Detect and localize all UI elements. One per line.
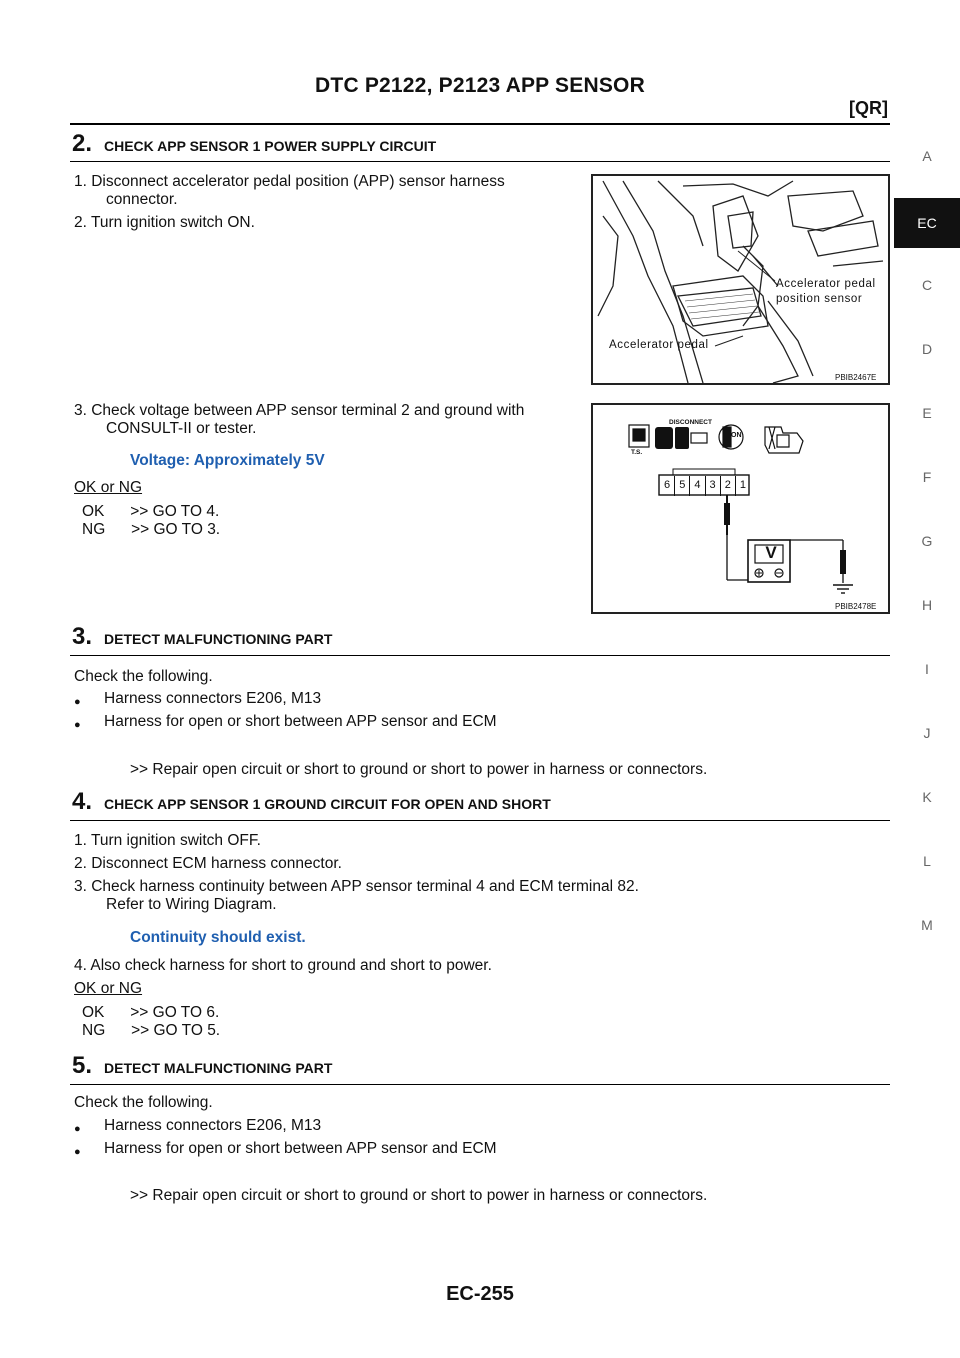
pin-3: 3 <box>706 476 721 496</box>
on-label: ON <box>731 432 742 439</box>
step2-item1-cont: connector. <box>106 191 178 208</box>
step-number: 4. <box>72 788 93 815</box>
step-number: 3. <box>72 623 93 650</box>
tab-f[interactable]: F <box>922 469 932 485</box>
meter-label: V <box>765 543 777 562</box>
step4-item4: 4. Also check harness for short to ground and short to power. <box>74 957 492 974</box>
step2-heading <box>70 130 890 164</box>
page-number: EC-255 <box>446 1283 514 1305</box>
side-tabs <box>894 0 960 960</box>
step3-intro: Check the following. <box>74 668 213 685</box>
step4-spec: Continuity should exist. <box>130 929 306 946</box>
tab-e[interactable]: E <box>922 405 932 421</box>
tab-l[interactable]: L <box>923 853 931 869</box>
tab-k[interactable]: K <box>922 789 932 805</box>
tab-h[interactable]: H <box>921 597 933 613</box>
step-rule <box>70 820 890 821</box>
step2-item2: 2. Turn ignition switch ON. <box>74 214 255 231</box>
step2-ng: NG >> GO TO 3. <box>82 521 221 538</box>
label-app-sensor-2: position sensor <box>776 293 863 305</box>
connector-pins <box>660 476 750 496</box>
figure-code: PBIB2467E <box>835 373 877 382</box>
step2-item1: 1. Disconnect accelerator pedal position (APP) sensor harness <box>74 173 505 190</box>
step-number: 2. <box>72 130 93 157</box>
step3-repair: >> Repair open circuit or short to ground or short to power in harness or connectors. <box>130 761 708 778</box>
page-subtitle: [QR] <box>849 98 888 118</box>
step-title: CHECK APP SENSOR 1 POWER SUPPLY CIRCUIT <box>104 138 437 154</box>
ts-label: T.S. <box>631 449 643 456</box>
step-title: DETECT MALFUNCTIONING PART <box>104 1060 333 1076</box>
step-title: DETECT MALFUNCTIONING PART <box>104 631 333 647</box>
step4-heading <box>70 788 890 822</box>
step5-repair: >> Repair open circuit or short to ground or short to power in harness or connectors. <box>130 1187 708 1204</box>
tab-g[interactable]: G <box>921 533 933 549</box>
step-rule <box>70 1084 890 1085</box>
step4-item1: 1. Turn ignition switch OFF. <box>74 832 261 849</box>
step3-bullet1: ● Harness connectors E206, M13 <box>104 690 321 708</box>
step2-item3-cont: CONSULT-II or tester. <box>106 420 257 437</box>
step4-item3: 3. Check harness continuity between APP sensor terminal 4 and ECM terminal 82. <box>74 878 639 895</box>
step3-bullet2: ● Harness for open or short between APP sensor and ECM <box>104 713 497 731</box>
pin-1: 1 <box>739 479 746 491</box>
pin-2: 2 <box>721 476 736 496</box>
step4-ok: OK >> GO TO 6. <box>82 1004 220 1021</box>
tab-j[interactable]: J <box>923 725 931 741</box>
step2-ok: OK >> GO TO 4. <box>82 503 220 520</box>
tab-ec[interactable]: EC <box>894 198 960 248</box>
disconnect-label: DISCONNECT <box>669 419 712 426</box>
label-accelerator-pedal: Accelerator pedal <box>609 339 709 351</box>
pin-5: 5 <box>675 476 690 496</box>
step4-ng: NG >> GO TO 5. <box>82 1022 221 1039</box>
voltage-figure <box>591 403 890 614</box>
step3-heading <box>70 623 890 657</box>
pin-6: 6 <box>660 476 675 496</box>
label-app-sensor: Accelerator pedal <box>776 278 876 290</box>
pin-4: 4 <box>690 476 705 496</box>
step-rule <box>70 655 890 656</box>
tab-m[interactable]: M <box>921 917 933 933</box>
tab-a[interactable]: A <box>922 148 932 164</box>
page-title: DTC P2122, P2123 APP SENSOR <box>315 74 645 97</box>
step5-intro: Check the following. <box>74 1094 213 1111</box>
step-number: 5. <box>72 1052 93 1079</box>
step2-item3: 3. Check voltage between APP sensor terminal 2 and ground with <box>74 402 525 419</box>
tab-c[interactable]: C <box>921 277 933 293</box>
tab-d[interactable]: D <box>921 341 933 357</box>
step2-ok-ng: OK or NG <box>74 479 143 496</box>
step-title: CHECK APP SENSOR 1 GROUND CIRCUIT FOR OPEN AND SHORT <box>104 796 551 812</box>
tab-i[interactable]: I <box>925 661 929 677</box>
step5-bullet2: ● Harness for open or short between APP sensor and ECM <box>104 1140 497 1158</box>
header-rule <box>70 123 890 125</box>
pedal-figure <box>591 174 890 385</box>
step2-spec: Voltage: Approximately 5V <box>130 452 325 469</box>
step5-heading <box>70 1052 890 1086</box>
step4-item2: 2. Disconnect ECM harness connector. <box>74 855 342 872</box>
step5-bullet1: ● Harness connectors E206, M13 <box>104 1117 321 1135</box>
figure-code: PBIB2478E <box>835 602 877 611</box>
step4-item3-cont: Refer to Wiring Diagram. <box>106 896 277 913</box>
step-rule <box>70 161 890 162</box>
step4-ok-ng: OK or NG <box>74 980 143 997</box>
